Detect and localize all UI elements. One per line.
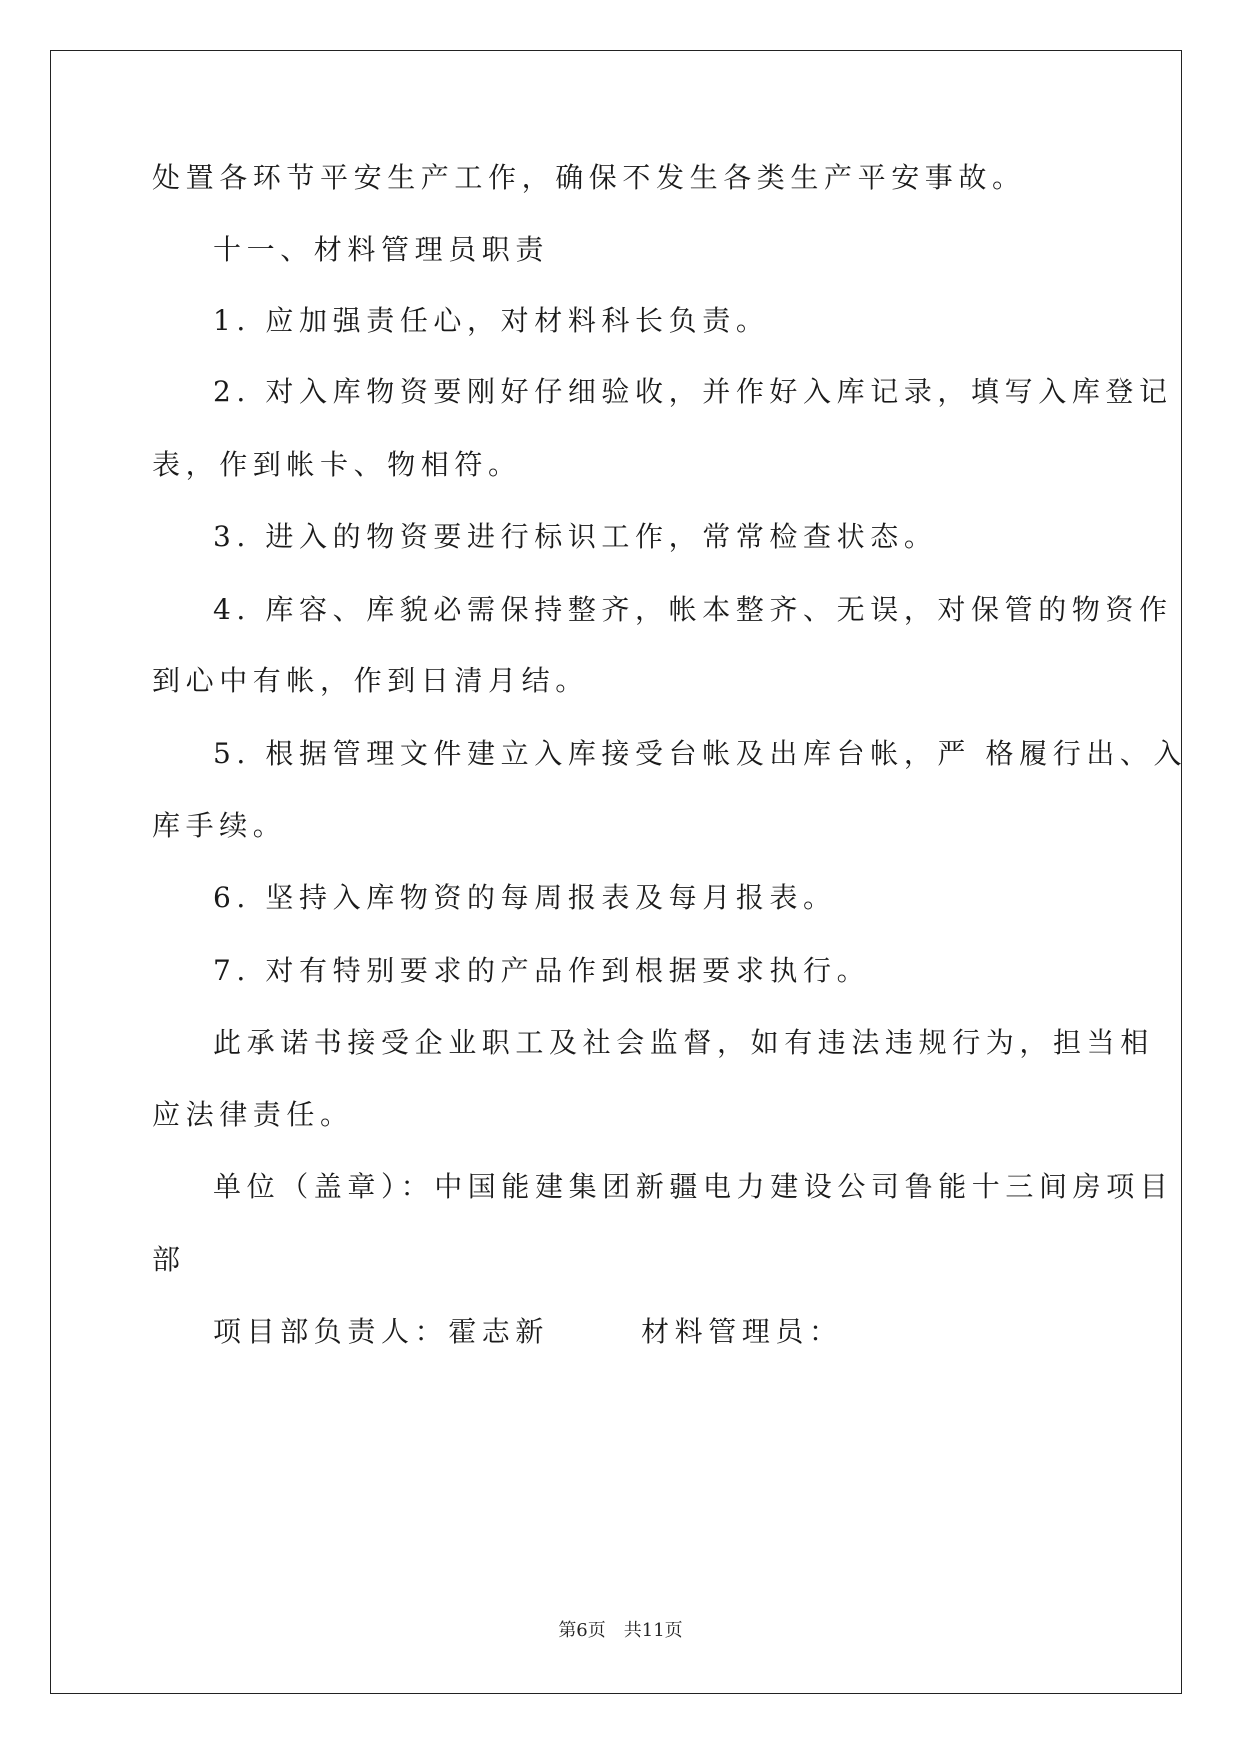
paragraph-line: 5. 根据管理文件建立入库接受台帐及出库台帐，严 格履行出、入 bbox=[213, 737, 1188, 770]
page-border bbox=[50, 50, 1182, 1694]
project-leader-label: 项目部负责人：霍志新 bbox=[213, 1315, 550, 1348]
paragraph-line: 库手续。 bbox=[152, 809, 287, 842]
paragraph-line: 到心中有帐，作到日清月结。 bbox=[152, 664, 589, 697]
paragraph-line: 单位（盖章）：中国能建集团新疆电力建设公司鲁能十三间房项目 bbox=[213, 1170, 1174, 1203]
paragraph-line: 4. 库容、库貌必需保持整齐，帐本整齐、无误，对保管的物资作 bbox=[213, 593, 1173, 626]
page-total: 共11页 bbox=[623, 1620, 683, 1641]
paragraph-line: 6. 坚持入库物资的每周报表及每月报表。 bbox=[213, 881, 837, 914]
paragraph-line: 2. 对入库物资要刚好仔细验收，并作好入库记录，填写入库登记 bbox=[213, 375, 1173, 408]
paragraph-line: 此承诺书接受企业职工及社会监督，如有违法违规行为，担当相 bbox=[213, 1026, 1154, 1059]
paragraph-line: 部 bbox=[152, 1243, 186, 1276]
paragraph-line: 3. 进入的物资要进行标识工作，常常检查状态。 bbox=[213, 520, 938, 553]
signature-line bbox=[213, 1314, 843, 1350]
paragraph-line: 应法律责任。 bbox=[152, 1098, 354, 1131]
material-clerk-label: 材料管理员： bbox=[641, 1315, 843, 1348]
paragraph-line: 处置各环节平安生产工作，确保不发生各类生产平安事故。 bbox=[152, 161, 1026, 194]
paragraph-line: 1. 应加强责任心，对材料科长负责。 bbox=[213, 304, 770, 337]
paragraph-line: 7. 对有特别要求的产品作到根据要求执行。 bbox=[213, 954, 871, 987]
section-heading: 十一、材料管理员职责 bbox=[213, 233, 550, 266]
paragraph-line: 表，作到帐卡、物相符。 bbox=[152, 448, 522, 481]
page-number: 第6页 bbox=[558, 1620, 606, 1641]
page-footer bbox=[0, 1616, 1241, 1642]
